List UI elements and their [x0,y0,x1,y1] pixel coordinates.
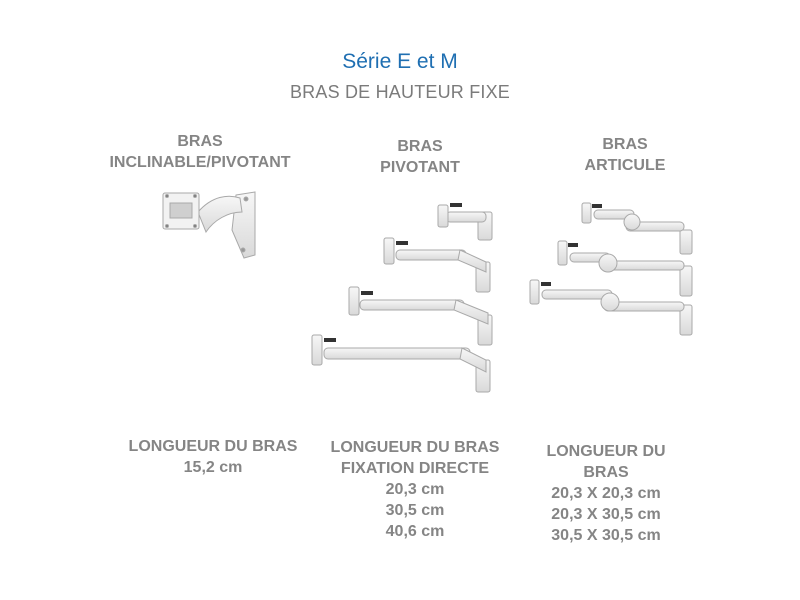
swivel-arm-specs [315,437,515,542]
spec-label: FIXATION DIRECTE [340,460,490,477]
spec-value: 40,6 cm [385,523,445,540]
heading-line: BRAS [602,136,648,153]
spec-value: 20,3 X 20,3 cm [551,485,661,502]
swivel-arm-image-1 [438,203,492,240]
spec-value: 30,5 cm [385,502,445,519]
swivel-arm-image-3 [349,287,492,345]
articulating-arm-image-1 [582,203,692,254]
spec-label: LONGUEUR DU [546,443,666,460]
spec-value: 20,3 X 30,5 cm [551,506,661,523]
heading-line: PIVOTANT [380,159,460,176]
spec-label: LONGUEUR DU BRAS [330,439,500,456]
articulating-arm-specs [521,441,691,546]
heading-line: INCLINABLE/PIVOTANT [109,154,291,171]
swivel-arm-image-4 [312,335,490,392]
spec-label: LONGUEUR DU BRAS [128,438,298,455]
spec-label: BRAS [583,464,629,481]
heading-line: ARTICULE [584,157,666,174]
page-subtitle: BRAS DE HAUTEUR FIXE [289,82,511,102]
spec-value: 20,3 cm [385,481,445,498]
tilt-swivel-arm-specs [113,436,313,478]
articulating-arm-image-2 [558,241,692,296]
spec-value: 15,2 cm [183,459,243,476]
tilt-swivel-arm-image [163,192,255,258]
page-title: Série E et M [342,50,458,73]
swivel-arm-image-2 [384,238,490,292]
heading-line: BRAS [397,138,443,155]
articulating-arm-image-3 [530,280,692,335]
heading-line: BRAS [177,133,223,150]
spec-value: 30,5 X 30,5 cm [551,527,661,544]
